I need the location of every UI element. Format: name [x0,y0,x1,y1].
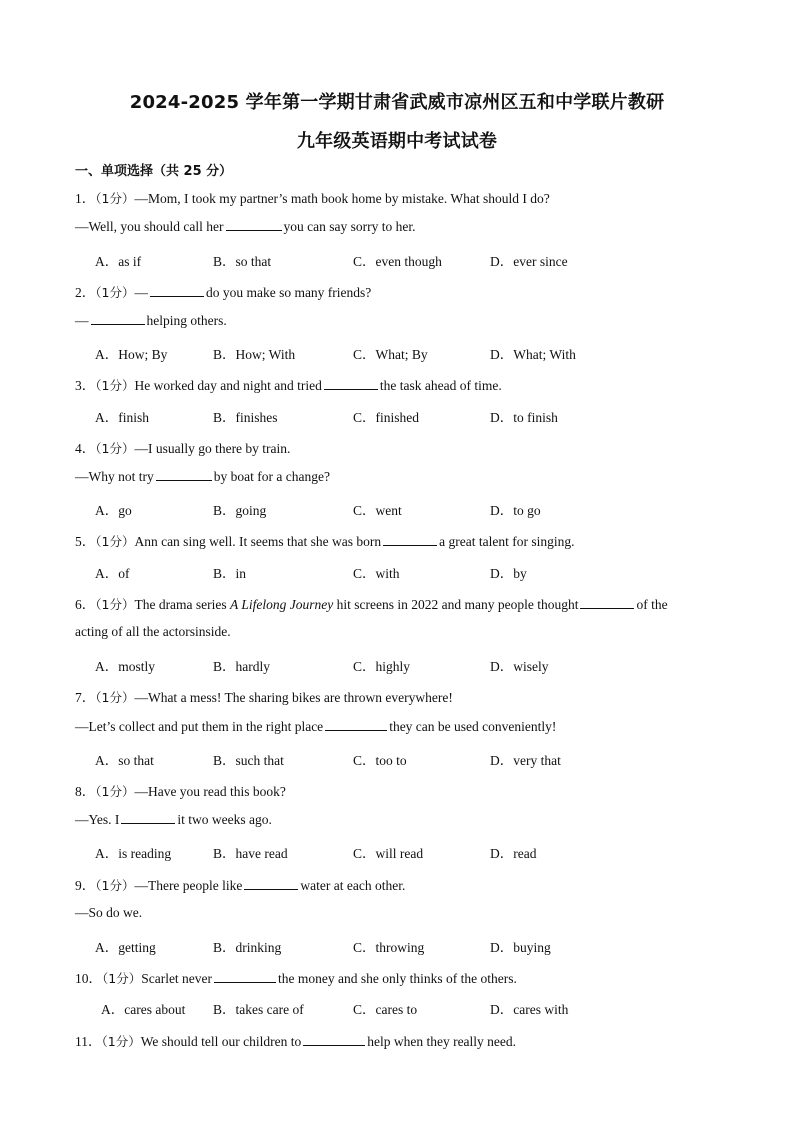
question-score: （1分） [95,285,135,300]
option-b[interactable]: B．such that [213,753,284,768]
option-c[interactable]: C．went [353,503,402,518]
question-text: they can be used conveniently! [389,719,557,734]
option-a[interactable]: A．How; By [95,347,168,362]
question-7-line2 [75,718,556,735]
question-text: —Why not try [75,469,154,484]
answer-blank [91,312,145,325]
drama-title: A Lifelong Journey [230,597,334,612]
answer-blank [156,468,212,481]
option-b[interactable]: B．so that [213,254,272,269]
question-score: （1分） [95,378,135,393]
question-text: the money and she only thinks of the others. [278,971,517,986]
option-d[interactable]: D．ever since [490,254,568,269]
question-number: 1． [75,191,96,206]
question-text: —Have you read this book? [134,784,286,799]
option-c[interactable]: C．will read [353,846,424,861]
option-c[interactable]: C．What; By [353,347,428,362]
question-number: 9． [75,878,96,893]
option-c[interactable]: C．throwing [353,940,425,955]
question-3 [75,374,502,394]
option-d[interactable]: D．by [490,566,527,581]
question-6 [75,593,668,613]
option-d[interactable]: D．very that [490,753,561,768]
answer-blank [150,284,204,297]
option-b[interactable]: B．How; With [213,347,296,362]
question-4 [75,437,290,457]
question-6-options [95,655,735,673]
question-10-options [95,998,735,1016]
question-number: 4． [75,441,96,456]
question-score: （1分） [95,441,135,456]
question-text: —So do we. [75,905,143,920]
question-2 [75,281,371,301]
option-c[interactable]: C．highly [353,659,411,674]
question-text: We should tell our children to [140,1034,302,1049]
option-a[interactable]: A．as if [95,254,142,269]
question-7-options [95,749,735,767]
option-a[interactable]: A．is reading [95,846,172,861]
question-text: —Mom, I took my partner’s math book home by mistake. What should I do? [134,191,550,206]
option-d[interactable]: D．wisely [490,659,549,674]
option-b[interactable]: B．hardly [213,659,270,674]
question-score: （1分） [95,690,135,705]
question-text: —There people like [134,878,243,893]
question-score: （1分） [95,534,135,549]
question-text: — [134,285,148,300]
question-4-options [95,499,735,517]
question-text: He worked day and night and tried [134,378,322,393]
question-number: 7． [75,690,96,705]
answer-blank [121,811,175,824]
question-6-line2 [75,624,231,640]
option-d[interactable]: D．cares with [490,1002,569,1017]
question-score: （1分） [95,878,135,893]
option-c[interactable]: C．too to [353,753,407,768]
option-b[interactable]: B．takes care of [213,1002,304,1017]
question-8-options [95,842,735,860]
question-text: —Yes. I [75,812,120,827]
question-text: by boat for a change? [213,469,330,484]
section-heading: 一、单项选择（共 25 分） [75,164,233,179]
option-a[interactable]: A．finish [95,410,149,425]
question-7 [75,686,453,706]
option-b[interactable]: B．going [213,503,267,518]
option-d[interactable]: D．buying [490,940,551,955]
question-number: 11． [75,1034,102,1049]
question-text: Ann can sing well. It seems that she was born [134,534,382,549]
question-11 [75,1030,516,1050]
question-8 [75,780,286,800]
option-d[interactable]: D．read [490,846,537,861]
question-4-line2 [75,468,330,485]
question-score: （1分） [95,784,135,799]
answer-blank [324,377,378,390]
question-text: — [75,313,89,328]
question-number: 6． [75,597,96,612]
question-8-line2 [75,811,272,828]
question-score: （1分） [95,191,135,206]
answer-blank [214,970,276,983]
answer-blank [226,218,282,231]
question-number: 2． [75,285,96,300]
question-score: （1分） [95,597,135,612]
question-text: help when they really need. [367,1034,517,1049]
question-text: Scarlet never [141,971,213,986]
question-text: helping others. [146,313,227,328]
question-9-line2 [75,905,142,921]
question-number: 3． [75,378,96,393]
option-b[interactable]: B．have read [213,846,288,861]
question-text: acting of all the actorsinside. [75,624,231,639]
question-text: water at each other. [300,878,406,893]
question-text: a great talent for singing. [439,534,575,549]
option-a[interactable]: A．go [95,503,132,518]
question-text: —I usually go there by train. [134,441,291,456]
question-2-line2 [75,312,227,329]
question-10 [75,967,517,987]
option-a[interactable]: A．so that [95,753,154,768]
option-a[interactable]: A．of [95,566,130,581]
question-text: —Let’s collect and put them in the right place [75,719,324,734]
option-c[interactable]: C．with [353,566,400,581]
option-a[interactable]: A．getting [95,940,156,955]
option-c[interactable]: C．even though [353,254,442,269]
answer-blank [580,596,634,609]
question-9 [75,874,405,894]
option-b[interactable]: B．in [213,566,247,581]
question-number: 5． [75,534,96,549]
answer-blank [303,1033,365,1046]
option-d[interactable]: D．to go [490,503,541,518]
question-5 [75,530,575,550]
question-text: of the [636,597,668,612]
answer-blank [325,718,387,731]
question-1-line2 [75,218,415,235]
question-3-options [95,406,735,424]
option-c[interactable]: C．cares to [353,1002,418,1017]
question-5-options [95,562,735,580]
option-a[interactable]: A．cares about [101,1002,186,1017]
question-number: 10． [75,971,102,986]
question-text: —Well, you should call her [75,219,224,234]
question-text: do you make so many friends? [205,285,372,300]
question-score: （1分） [101,1034,141,1049]
question-2-options [95,343,735,361]
question-score: （1分） [102,971,142,986]
answer-blank [244,877,298,890]
option-c[interactable]: C．finished [353,410,419,425]
question-text: The drama series [134,597,227,612]
question-number: 8． [75,784,96,799]
exam-title-line2: 九年级英语期中考试试卷 [296,131,498,152]
option-d[interactable]: D．to finish [490,410,558,425]
option-d[interactable]: D．What; With [490,347,576,362]
option-b[interactable]: B．drinking [213,940,282,955]
question-1 [75,187,550,207]
exam-title-line1: 2024-2025 学年第一学期甘肃省武威市凉州区五和中学联片教研 [129,92,665,113]
question-text: you can say sorry to her. [283,219,416,234]
option-a[interactable]: A．mostly [95,659,156,674]
question-text: it two weeks ago. [177,812,272,827]
question-1-options [95,250,735,268]
question-text: —What a mess! The sharing bikes are thrown everywhere! [134,690,453,705]
question-text: the task ahead of time. [379,378,502,393]
option-b[interactable]: B．finishes [213,410,278,425]
question-9-options [95,936,735,954]
question-text: hit screens in 2022 and many people thought [336,597,579,612]
answer-blank [383,533,437,546]
